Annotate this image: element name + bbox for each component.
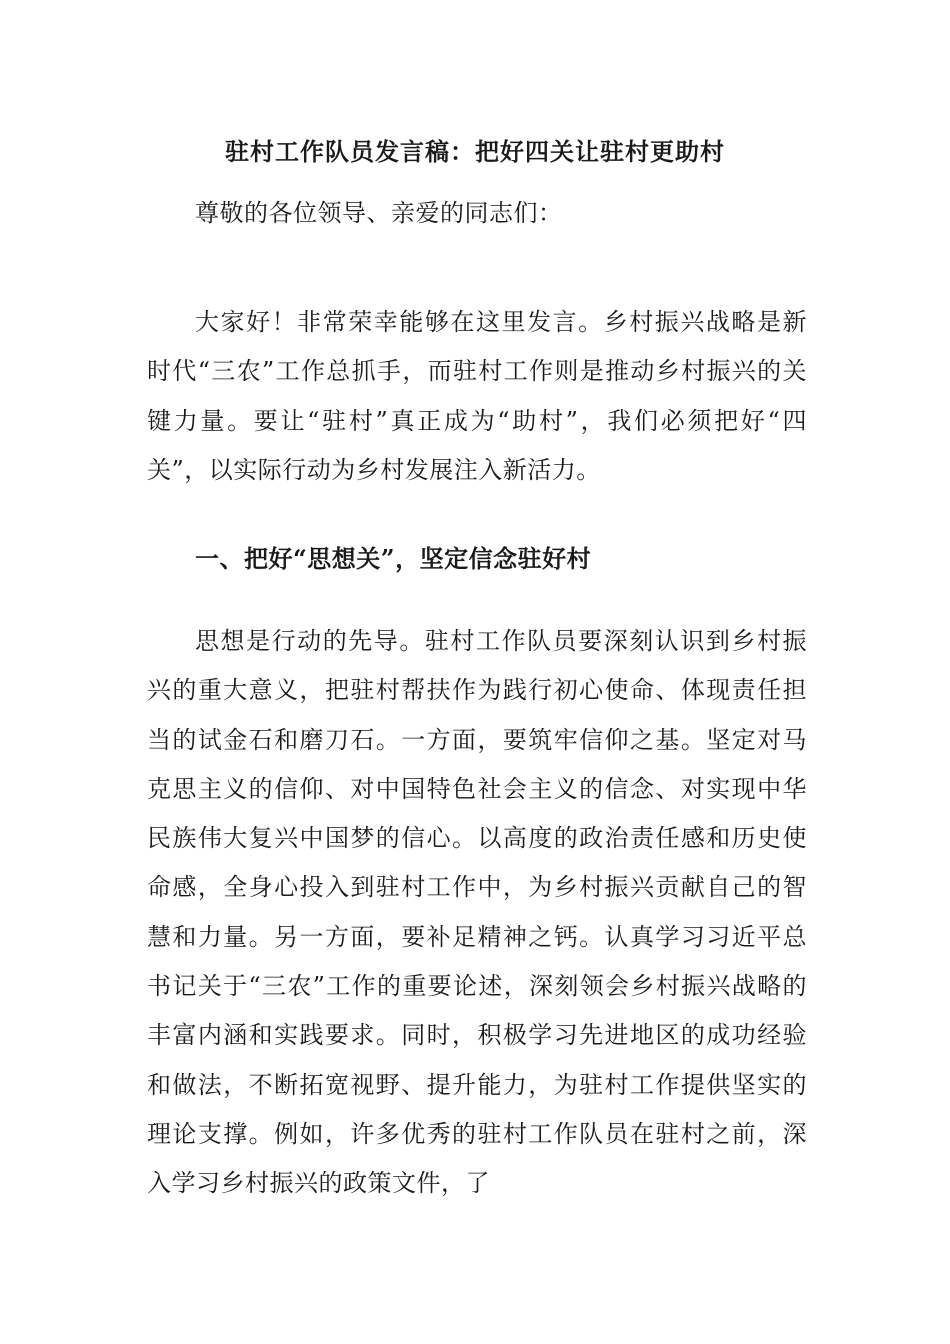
greeting: 尊敬的各位领导、亲爱的同志们： — [195, 199, 563, 227]
document-title: 驻村工作队员发言稿：把好四关让驻村更助村 — [225, 137, 725, 166]
section-heading: 一、把好“思想关”，坚定信念驻好村 — [195, 544, 592, 573]
paragraph-body: 思想是行动的先导。驻村工作队员要深刻认识到乡村振兴的重大意义，把驻村帮扶作为践行初心使命、体现责任担当的试金石和磨刀石。一方面，要筑牢信仰之基。坚定对马克思主义的信仰、对中国特色社会主义的信念、对实现中华民族伟大复兴中国梦的信心。以高度的政治责任感和历史使命感，全身心投入到驻村工作中，为乡村振兴贡献自己的智慧和力量。另一方面，要补足精神之钙。认真学习习近平总书记关于“三农”工作的重要论述，深刻领会乡村振兴战略的丰富内涵和实践要求。同时，积极学习先进地区的成功经验和做法，不断拓宽视野、提升能力，为驻村工作提供坚实的理论支撑。例如，许多优秀的驻村工作队员在驻村之前，深入学习乡村振兴的政策文件，了 — [147, 627, 807, 1198]
paragraph-intro: 大家好！非常荣幸能够在这里发言。乡村振兴战略是新时代“三农”工作总抓手，而驻村工作则是推动乡村振兴的关键力量。要让“驻村”真正成为“助村”，我们必须把好“四关”，以实际行动为乡村发展注入新活力。 — [147, 308, 807, 484]
